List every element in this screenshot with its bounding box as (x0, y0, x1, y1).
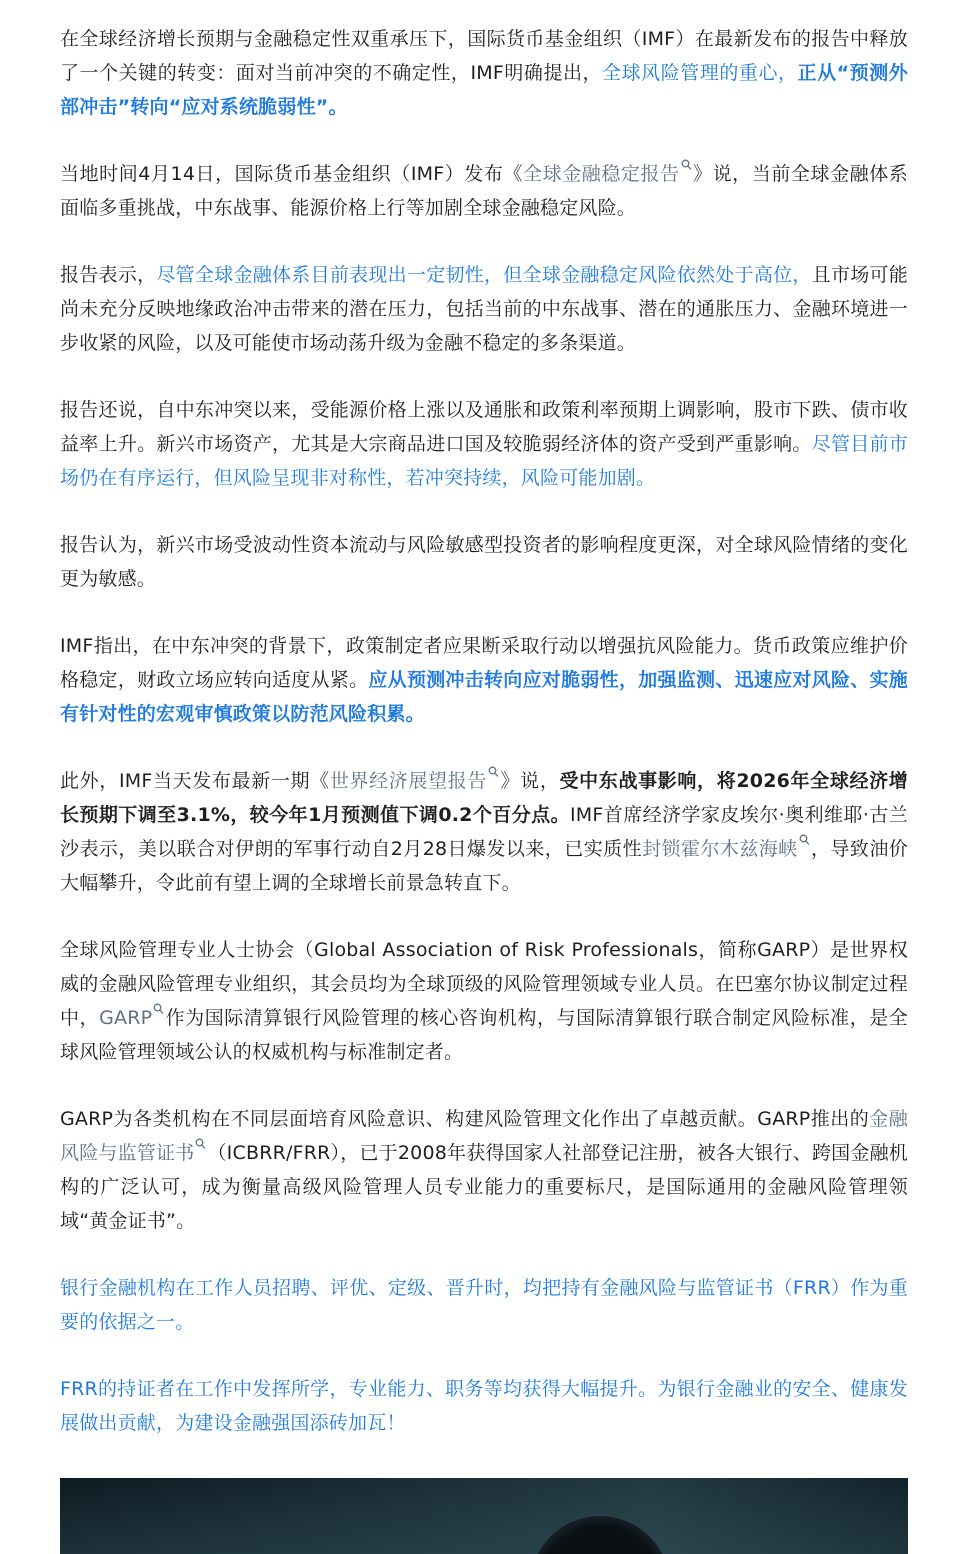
paragraph-bank-hiring: 银行金融机构在工作人员招聘、评优、定级、晋升时，均把持有金融风险与监管证书（FRR）作为重要的依据之一。 (60, 1277, 908, 1333)
paragraph-report-says: 报告表示，尽管全球金融体系目前表现出一定韧性，但全球金融稳定风险依然处于高位，且市场可能尚未充分反映地缘政治冲击带来的潜在压力，包括当前的中东战事、潜在的通胀压力、金融环境进一步收紧的风险，以及可能使市场动荡升级为金融不稳定的多条渠道。 (60, 264, 908, 354)
paragraph-weo: 此外，IMF当天发布最新一期《世界经济展望报告 》说，受中东战事影响，将2026年全球经济增长预期下调至3.1%，较今年1月预测值下调0.2个百分点。IMF首席经济学家皮埃尔·奥利维耶·古兰沙表示，美以联合对伊朗的军事行动自2月28日爆发以来，已实质性封锁霍尔木兹海峡 ，导致油价大幅攀升，令此前有望上调的全球增长前景急转直下。 (60, 764, 908, 900)
highlight-text: 尽管目前市场仍在有序运行，但风险呈现非对称性，若冲突持续，风险可能加剧。 (60, 433, 908, 489)
bold-text: 受中东战事影响，将2026年全球经济增长预期下调至3.1%，较今年1月预测值下调0.2个百分点。 (60, 770, 908, 826)
paragraph-gfsr: 当地时间4月14日，国际货币基金组织（IMF）发布《全球金融稳定报告 》说，当前全球金融体系面临多重挑战，中东战事、能源价格上行等加剧全球金融稳定风险。 (60, 157, 908, 225)
banner-image (60, 1478, 908, 1554)
search-icon[interactable] (681, 159, 692, 171)
search-link-hormuz[interactable]: 封锁霍尔木兹海峡 (642, 838, 798, 860)
search-link-weo[interactable]: 世界经济展望报告 (329, 770, 488, 792)
paragraph-imf-policy: IMF指出，在中东冲突的背景下，政策制定者应果断采取行动以增强抗风险能力。货币政策应维护价格稳定，财政立场应转向适度从紧。应从预测冲击转向应对脆弱性，加强监测、迅速应对风险、实施有针对性的宏观审慎政策以防范风险积累。 (60, 635, 908, 725)
search-icon[interactable] (195, 1138, 206, 1150)
paragraph-frr-holders: FRR的持证者在工作中发挥所学，专业能力、职务等均获得大幅提升。为银行金融业的安全、健康发展做出贡献，为建设金融强国添砖加瓦！ (60, 1378, 908, 1434)
highlight-text: 尽管全球金融体系目前表现出一定韧性，但全球金融稳定风险依然处于高位， (156, 264, 812, 286)
search-link-gfsr[interactable]: 全球金融稳定报告 (523, 163, 680, 185)
highlight-bold-text: 正从“预测外部冲击”转向“应对系统脆弱性”。 (60, 62, 908, 118)
search-icon[interactable] (153, 1003, 164, 1015)
highlight-bold-text: 应从预测冲击转向应对脆弱性，加强监测、迅速应对风险、实施有针对性的宏观审慎政策以防范风险积累。 (60, 669, 908, 725)
paragraph-report-also: 报告还说，自中东冲突以来，受能源价格上涨以及通胀和政策利率预期上调影响，股市下跌、债市收益率上升。新兴市场资产，尤其是大宗商品进口国及较脆弱经济体的资产受到严重影响。尽管目前市场仍在有序运行，但风险呈现非对称性，若冲突持续，风险可能加剧。 (60, 399, 908, 489)
highlight-text: 全球风险管理的重心， (602, 62, 798, 84)
search-link-garp[interactable]: GARP (99, 1007, 153, 1029)
banner-glow (60, 1478, 908, 1554)
search-link-frr[interactable]: 金融风险与监管证书 (60, 1108, 909, 1164)
search-icon[interactable] (799, 834, 810, 846)
paragraph-garp: 全球风险管理专业人士协会（Global Association of Risk Professionals，简称GARP）是世界权威的金融风险管理专业组织，其会员均为全球顶级的风险管理领域专业人员。在巴塞尔协议制定过程中，GARP 作为国际清算银行风险管理的核心咨询机构，与国际清算银行联合制定风险标准，是全球风险管理领域公认的权威机构与标准制定者。 (60, 939, 908, 1063)
article-body (60, 22, 908, 1473)
paragraph-frr: GARP为各类机构在不同层面培育风险意识、构建风险管理文化作出了卓越贡献。GARP推出的金融风险与监管证书 （ICBRR/FRR），已于2008年获得国家人社部登记注册，被各大银行、跨国金融机构的广泛认可，成为衡量高级风险管理人员专业能力的重要标尺，是国际通用的金融风险管理领域“黄金证书”。 (60, 1108, 909, 1232)
paragraph-intro: 在全球经济增长预期与金融稳定性双重承压下，国际货币基金组织（IMF）在最新发布的报告中释放了一个关键的转变：面对当前冲突的不确定性，IMF明确提出，全球风险管理的重心，正从“预测外部冲击”转向“应对系统脆弱性”。 (60, 28, 908, 118)
paragraph-emerging-markets: 报告认为，新兴市场受波动性资本流动与风险敏感型投资者的影响程度更深，对全球风险情绪的变化更为敏感。 (60, 534, 908, 590)
search-icon[interactable] (488, 766, 499, 778)
